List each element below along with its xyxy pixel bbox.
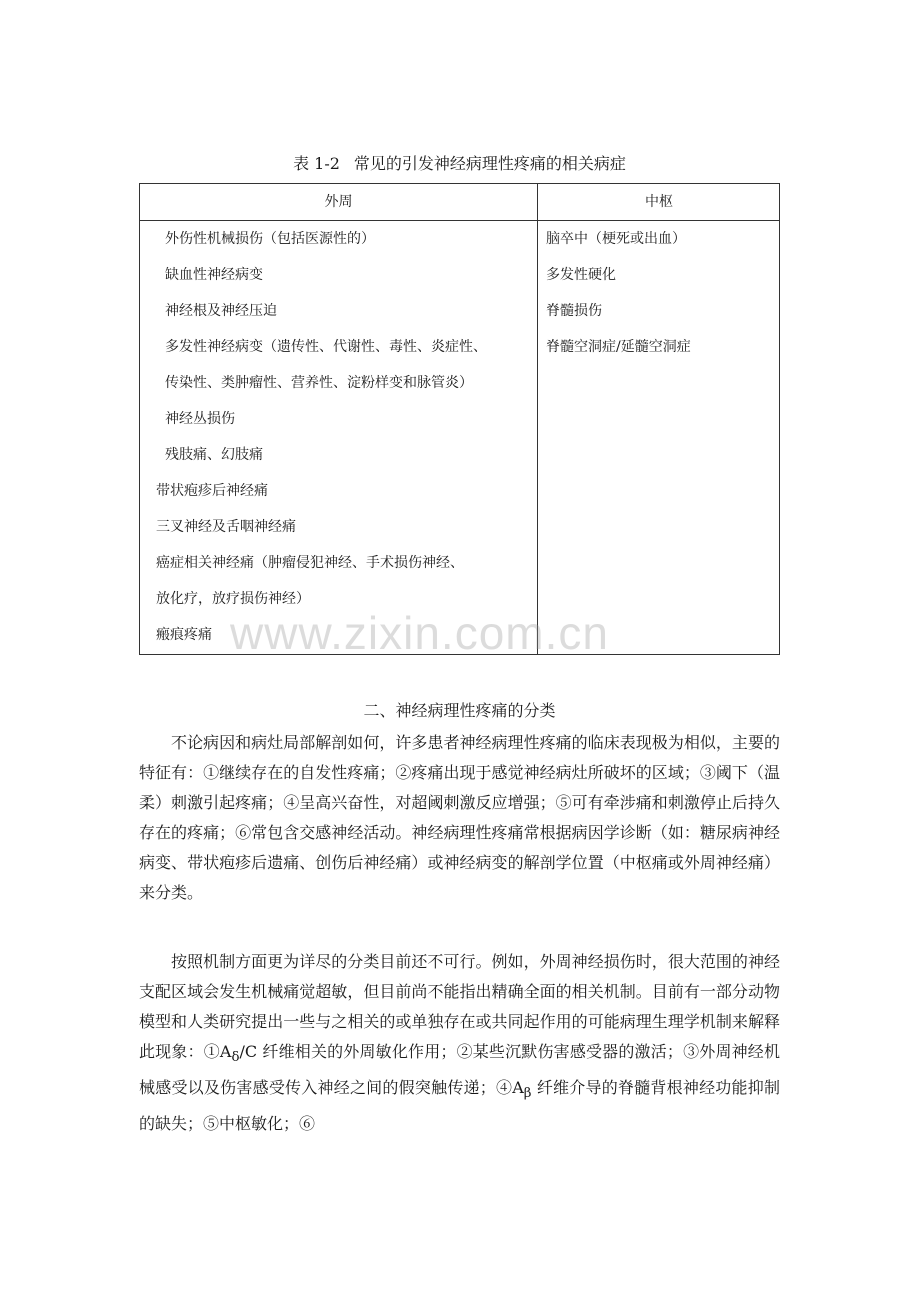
paragraph-2-text-c: 纤维介导的脊髓背根神经功能抑制的缺失；⑤中枢敏化；⑥ <box>139 1078 780 1134</box>
table-caption <box>139 151 780 177</box>
paragraph-1: 不论病因和病灶局部解剖如何，许多患者神经病理性疼痛的临床表现极为相似，主要的特征有：①继续存在的自发性疼痛；②疼痛出现于感觉神经病灶所破坏的区域；③阈下（温柔）刺激引起疼痛；④呈高兴奋性，对超阈刺激反应增强；⑤可有牵涉痛和刺激停止后持久存在的疼痛；⑥常包含交感神经活动。神经病理性疼痛常根据病因学诊断（如：糖尿病神经病变、带状疱疹后遗痛、创伤后神经痛）或神经病变的解剖学位置（中枢痛或外周神经痛）来分类。 <box>139 733 780 902</box>
subscript-beta: β <box>523 1086 532 1102</box>
conditions-table <box>139 183 780 655</box>
list-item: 传染性、类肿瘤性、营养性、淀粉样变和脉管炎） <box>165 375 473 391</box>
table-caption-title: 常见的引发神经病理性疼痛的相关病症 <box>353 154 626 173</box>
section-title: 二、神经病理性疼痛的分类 <box>363 701 556 720</box>
header-central: 中枢 <box>645 194 673 210</box>
list-item: 三叉神经及舌咽神经痛 <box>156 519 296 535</box>
paragraph-2 <box>139 947 780 1139</box>
peripheral-column <box>140 221 537 653</box>
central-column <box>538 221 780 365</box>
list-item: 神经根及神经压迫 <box>165 303 277 319</box>
list-item: 外伤性机械损伤（包括医源性的） <box>165 231 375 247</box>
list-item: 残肢痛、幻肢痛 <box>165 447 263 463</box>
list-item: 神经丛损伤 <box>165 411 235 427</box>
header-peripheral: 外周 <box>324 194 353 210</box>
watermark: www.zixin.com.cn <box>230 607 609 659</box>
list-item: 脊髓空洞症/延髓空洞症 <box>546 339 691 355</box>
list-item: 瘢痕疼痛 <box>156 627 212 643</box>
list-item: 多发性神经病变（遗传性、代谢性、毒性、炎症性、 <box>165 339 487 355</box>
list-item: 癌症相关神经痛（肿瘤侵犯神经、手术损伤神经、 <box>156 555 464 571</box>
list-item: 放化疗，放疗损伤神经） <box>156 591 310 607</box>
list-item: 缺血性神经病变 <box>165 267 263 283</box>
paragraph-2-text-b: /C 纤维相关的外周敏化作用；②某些沉默伤害感受器的激活；③外周神经机械感受以及伤害感受传入神经之间的假突触传递；④A <box>139 1042 780 1098</box>
list-item: 多发性硬化 <box>546 267 616 283</box>
list-item: 带状疱疹后神经痛 <box>156 483 268 499</box>
table-caption-number: 表 1-2 <box>293 154 340 173</box>
paragraph-2-text-a: 按照机制方面更为详尽的分类目前还不可行。例如，外周神经损伤时，很大范围的神经支配区域会发生机械痛觉超敏，但目前尚不能指出精确全面的相关机制。目前有一部分动物模型和人类研究提出一些与之相关的或单独存在或共同起作用的可能病理生理学机制来解释此现象：①A <box>139 952 780 1061</box>
subscript-delta: δ <box>231 1050 240 1066</box>
list-item: 脊髓损伤 <box>546 303 602 319</box>
list-item: 脑卒中（梗死或出血） <box>546 231 686 247</box>
